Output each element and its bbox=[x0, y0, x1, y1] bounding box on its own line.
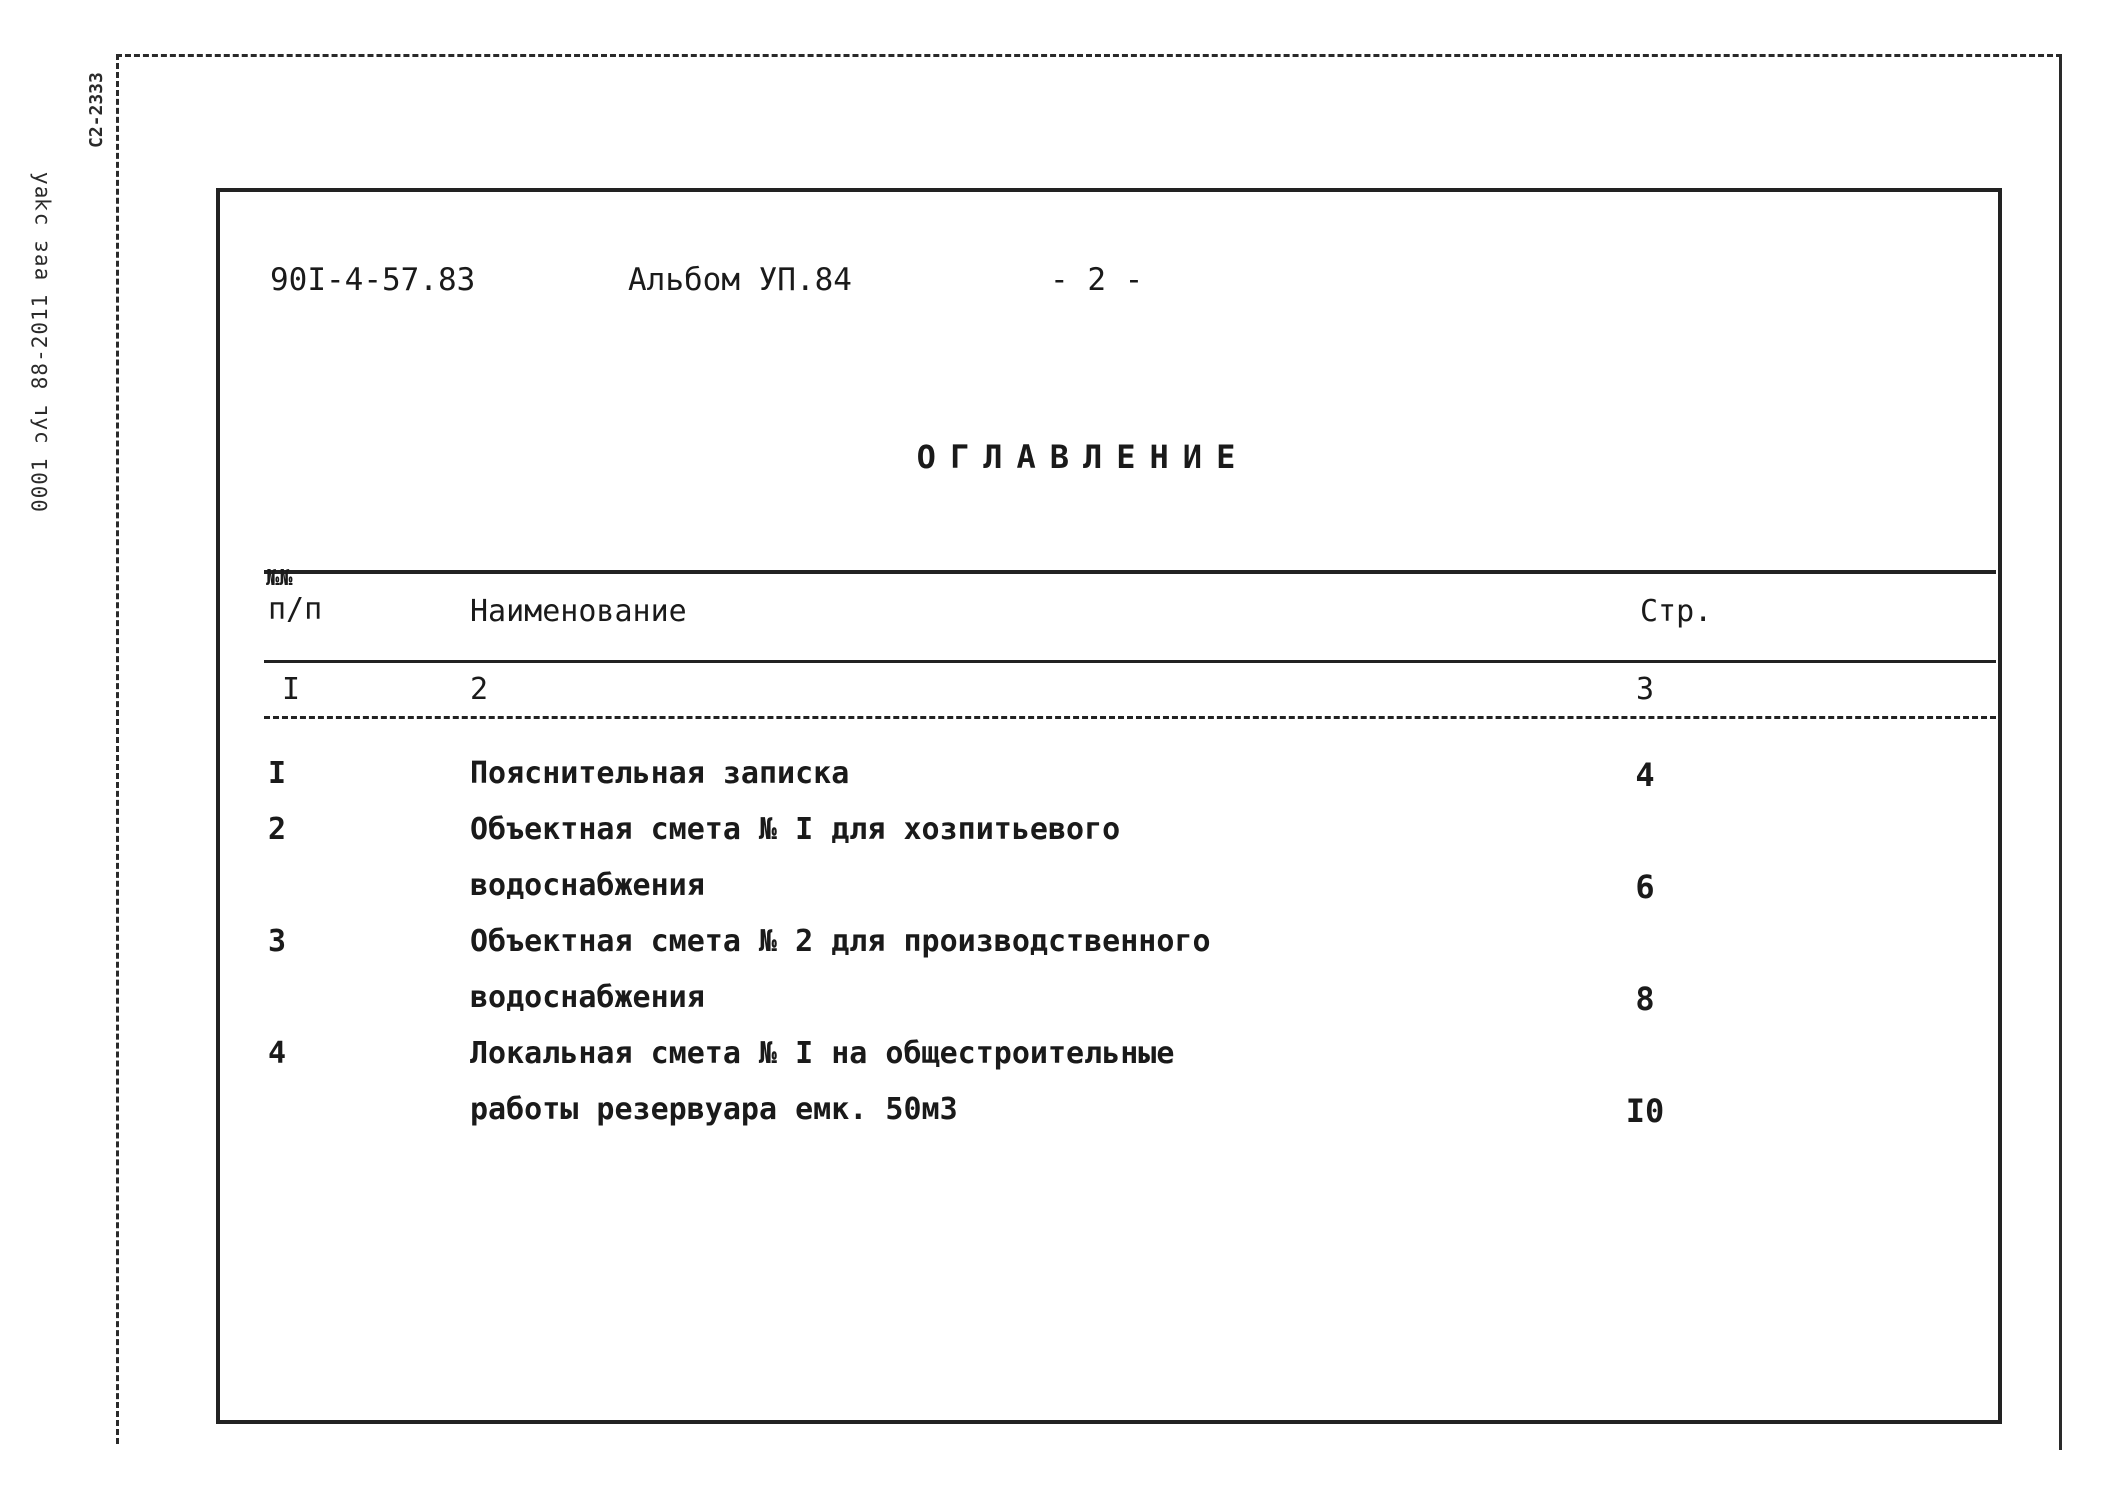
toc-row-page: 6 bbox=[1635, 868, 1655, 906]
toc-row-title-cont: работы резервуара емк. 50м3 bbox=[470, 1092, 958, 1127]
page-number: - 2 - bbox=[1050, 262, 1144, 298]
toc-row-page: 4 bbox=[1635, 756, 1655, 794]
toc-row-title: Пояснительная записка bbox=[470, 756, 850, 791]
toc-row-number: I bbox=[268, 756, 287, 791]
toc-row-number: 3 bbox=[268, 924, 287, 959]
margin-print-note: 0001 ɔʎʟ 88-2011 ɐɐε ɔʞɐʎ bbox=[28, 170, 52, 512]
corner-stamp: С2-2333 bbox=[86, 72, 107, 148]
document-code: 90I-4-57.83 bbox=[270, 262, 476, 298]
table-header-rule bbox=[264, 660, 1996, 663]
column-number-header-mark: №№ bbox=[266, 566, 293, 591]
toc-row-title: Объектная смета № 2 для производственного bbox=[470, 924, 1211, 959]
toc-row-title: Локальная смета № I на общестроительные bbox=[470, 1036, 1175, 1071]
column-index-2: 2 bbox=[470, 672, 489, 707]
toc-row-title-cont: водоснабжения bbox=[470, 868, 705, 903]
page-title: ОГЛАВЛЕНИЕ bbox=[916, 438, 1250, 476]
column-number-header: п/п bbox=[268, 592, 323, 627]
toc-row-title-cont: водоснабжения bbox=[470, 980, 705, 1015]
table-index-rule bbox=[264, 716, 1996, 719]
inner-frame bbox=[216, 188, 2002, 1424]
column-index-3: 3 bbox=[1635, 672, 1655, 707]
table-top-rule bbox=[264, 570, 1996, 574]
toc-row-page: I0 bbox=[1625, 1092, 1665, 1130]
frame-tail bbox=[2059, 1400, 2062, 1450]
column-page-header: Стр. bbox=[1640, 594, 1713, 629]
album-label: Альбом УП.84 bbox=[628, 262, 852, 298]
toc-row-page: 8 bbox=[1635, 980, 1655, 1018]
toc-row-number: 4 bbox=[268, 1036, 287, 1071]
column-index-1: I bbox=[282, 672, 301, 707]
toc-row-number: 2 bbox=[268, 812, 287, 847]
toc-row-title: Объектная смета № I для хозпитьевого bbox=[470, 812, 1121, 847]
column-name-header: Наименование bbox=[470, 594, 687, 629]
